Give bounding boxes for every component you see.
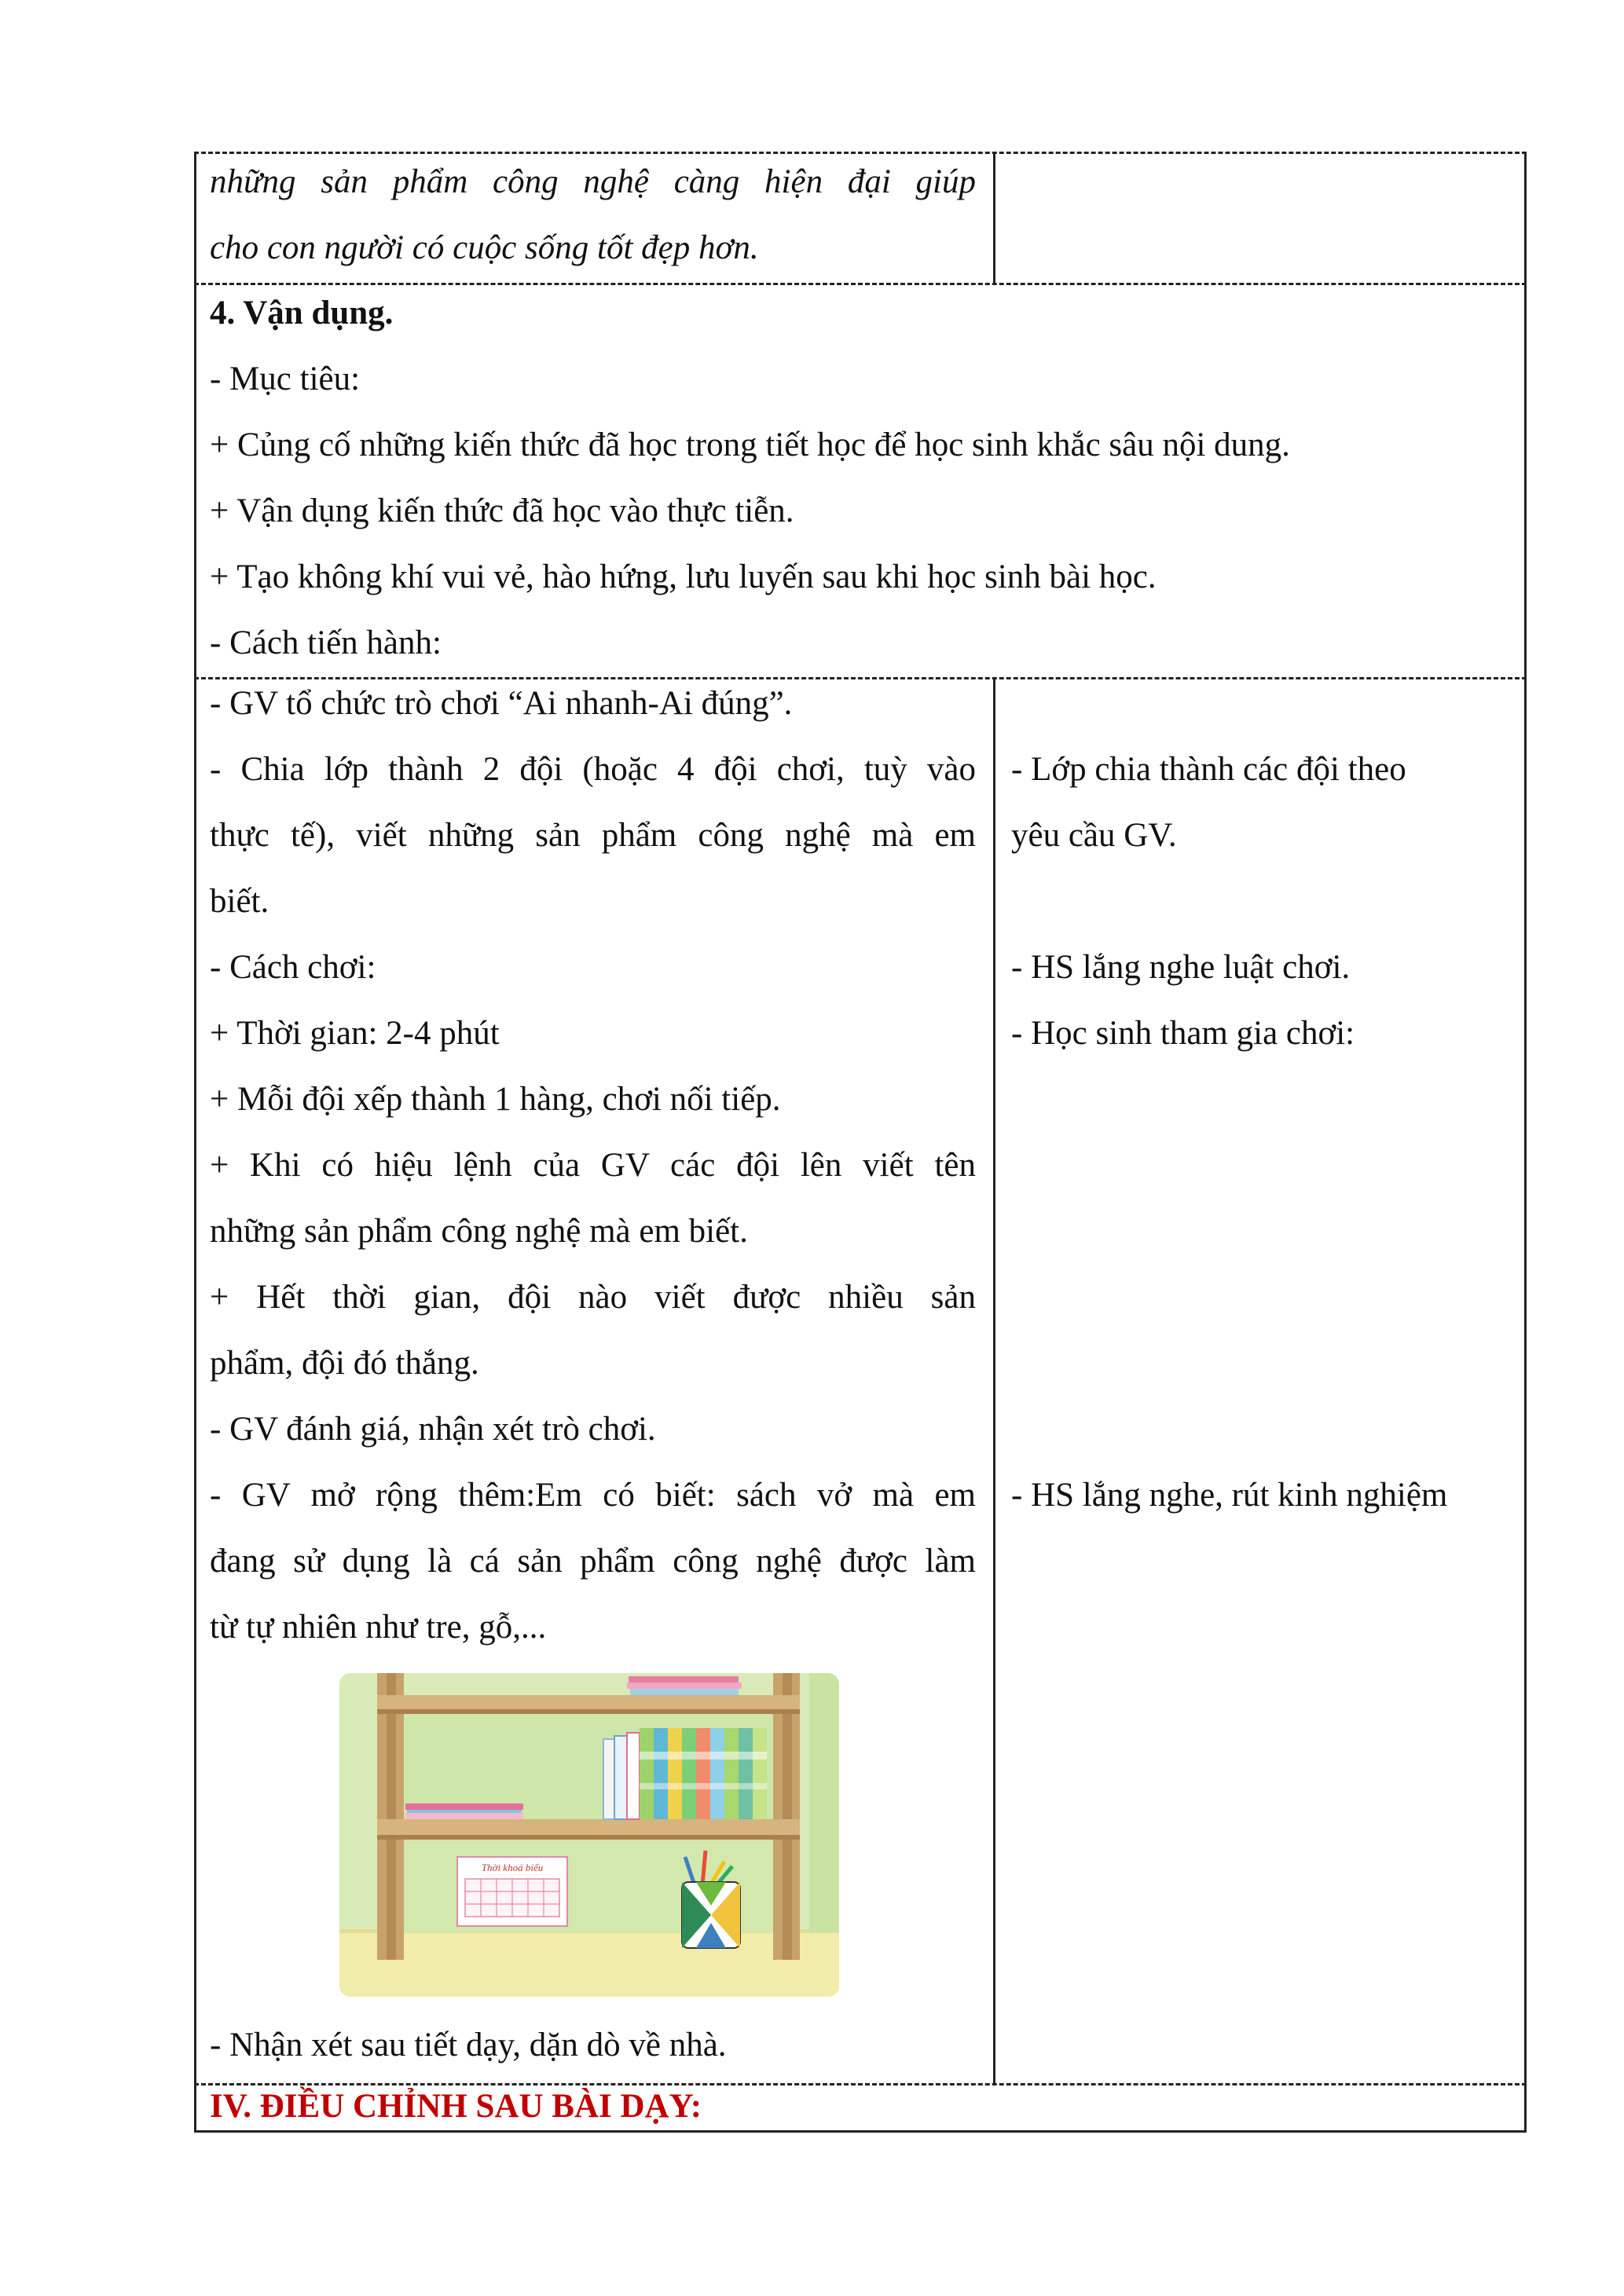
text-line: + Tạo không khí vui vẻ, hào hứng, lưu luyến sau khi học sinh bài học. [210,558,1157,595]
text-line: + Hết thời gian, đội nào viết được nhiều sản [210,1279,976,1316]
text-line: + Khi có hiệu lệnh của GV các đội lên viết tên [210,1147,976,1184]
text-line: cho con người có cuộc sống tốt đẹp hơn. [210,229,759,266]
teacher-closing-line [210,2012,976,2078]
text-line: + Thời gian: 2-4 phút [210,1015,500,1052]
section-4-heading: 4. Vận dụng. [210,295,394,331]
text-line: - Lớp chia thành các đội theo [1011,751,1406,788]
text-line: thực tế), viết những sản phẩm công nghệ mà em [210,817,976,854]
text-line: - GV mở rộng thêm:Em có biết: sách vở mà em [210,1477,976,1514]
text-line: - Học sinh tham gia chơi: [1011,1015,1355,1052]
text-line: + Vận dụng kiến thức đã học vào thực tiễn. [210,493,794,529]
text-line: những sản phẩm công nghệ càng hiện đại giúp [210,163,976,200]
text-line: - Cách tiến hành: [210,624,442,661]
text-line: phẩm, đội đó thắng. [210,1345,479,1382]
section-iv-cell [210,2082,1514,2132]
text-line: - Nhận xét sau tiết dạy, dặn dò về nhà. [210,2027,727,2063]
column-divider-activity [993,677,995,2083]
text-line: - HS lắng nghe luật chơi. [1011,949,1351,986]
timetable-poster-icon [457,1857,567,1926]
top-row-left-cell [210,149,976,281]
text-line: - Mục tiêu: [210,361,361,397]
teacher-activity-cell [210,671,976,1661]
text-line: - Cách chơi: [210,949,376,986]
text-line: đang sử dụng là cá sản phẩm công nghệ được làm [210,1543,976,1580]
text-line: - GV đánh giá, nhận xét trò chơi. [210,1411,656,1448]
text-line: từ tự nhiên như tre, gỗ,... [210,1609,547,1646]
svg-text:Thời khoá biểu: Thời khoá biểu [481,1862,544,1873]
text-line: - Chia lớp thành 2 đội (hoặc 4 đội chơi, tuỳ vào [210,751,976,788]
text-line: + Mỗi đội xếp thành 1 hàng, chơi nối tiếp. [210,1081,781,1118]
text-line: yêu cầu GV. [1011,817,1177,854]
section-iv-heading: IV. ĐIỀU CHỈNH SAU BÀI DẠY: [210,2088,702,2125]
text-line: + Củng cố những kiến thức đã học trong tiết học để học sinh khắc sâu nội dung. [210,427,1290,463]
section-4-cell [210,280,1514,676]
text-line: - HS lắng nghe, rút kinh nghiệm [1011,1477,1448,1514]
text-line: những sản phẩm công nghệ mà em biết. [210,1213,748,1250]
bookshelf-illustration [339,1673,839,1997]
column-divider-top [993,152,995,283]
text-line: biết. [210,883,269,920]
bookshelf-icon [339,1673,839,1997]
text-line: - GV tổ chức trò chơi “Ai nhanh-Ai đúng”. [210,685,793,722]
student-activity-cell [1011,671,1514,1661]
